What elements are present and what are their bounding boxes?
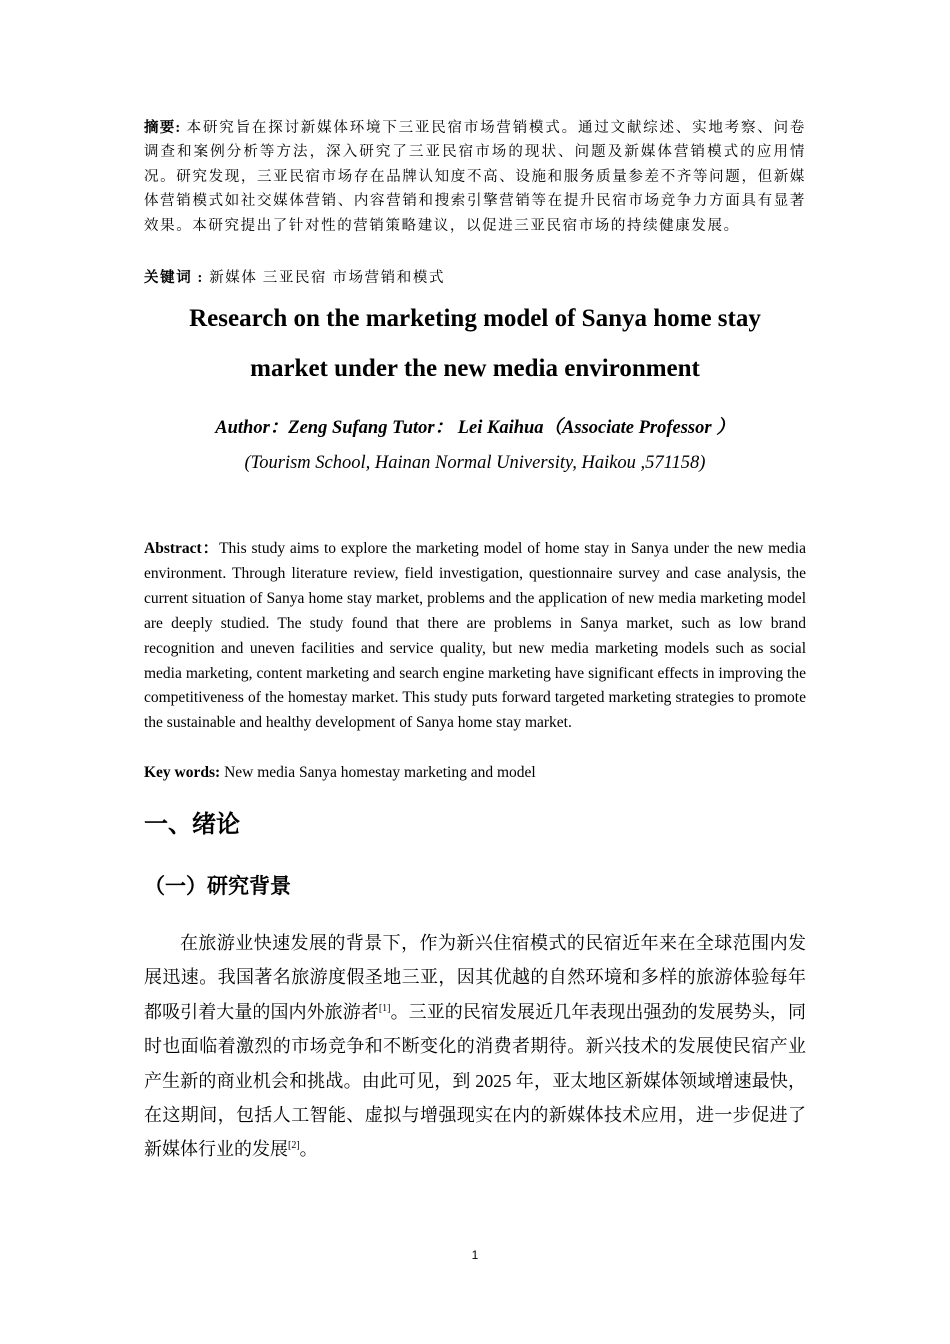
- paper-title-line-1: Research on the marketing model of Sanya home stay: [189, 305, 761, 332]
- body-paragraph: [144, 926, 806, 1167]
- chinese-keywords: [144, 266, 806, 290]
- chinese-abstract: [144, 116, 806, 238]
- author-line: Author：Zeng Sufang Tutor： Lei Kaihua（Associate Professor ）: [215, 418, 735, 438]
- affiliation-line: (Tourism School, Hainan Normal University, Haikou ,571158): [244, 453, 706, 473]
- english-keywords: [144, 760, 806, 785]
- subsection-heading: （一）研究背景: [144, 874, 291, 898]
- paper-title-line-2: market under the new media environment: [250, 355, 700, 382]
- page-number: 1: [471, 1248, 479, 1262]
- body-text-part-2: 。三亚的民宿发展近几年表现出强劲的发展势头，同时也面临着激烈的市场竞争和不断变化的消费者期待。新兴技术的发展使民宿产业产生新的商业机会和挑战。由此可见，到 2025 年，亚太地区新媒体领域增速最快，在这期间，包括人工智能、虚拟与增强现实在内的新媒体技术应用，进一步促进了新媒体行业的发展: [144, 1001, 807, 1160]
- english-abstract-text: This study aims to explore the marketing model of home stay in Sanya under the new media environment. Through literature review, field investigation, questionnaire survey and case analysis, the current situation of Sanya home stay market, problems and the application of new media marketing model are deeply studied. The study found that there are problems in Sanya market, such as low brand recognition and uneven facilities and service quality, but new media marketing models such as social media marketing, content marketing and search engine marketing have significant effects in improving the competitiveness of the homestay market. This study puts forward targeted marketing strategies to promote the sustainable and healthy development of Sanya home stay market.: [144, 540, 806, 732]
- citation-ref-2: [2]: [288, 1140, 300, 1152]
- english-keywords-label: Key words:: [144, 764, 221, 781]
- paper-title: [144, 294, 806, 394]
- citation-ref-1: [1]: [378, 1002, 391, 1014]
- english-keywords-text: New media Sanya homestay marketing and model: [220, 764, 536, 781]
- english-abstract: [144, 537, 806, 736]
- chinese-keywords-label: 关键词 :: [144, 270, 204, 286]
- chinese-abstract-label: 摘要:: [144, 120, 182, 136]
- english-abstract-label: Abstract：: [144, 540, 220, 557]
- section-heading: 一、绪论: [144, 810, 240, 838]
- body-text-part-1: 在旅游业快速发展的背景下，作为新兴住宿模式的民宿近年来在全球范围内发展迅速。我国著名旅游度假圣地三亚，因其优越的自然环境和多样的旅游体验每年都吸引着大量的国内外旅游者: [144, 933, 806, 1022]
- chinese-abstract-text: 本研究旨在探讨新媒体环境下三亚民宿市场营销模式。通过文献综述、实地考察、问卷调查和案例分析等方法，深入研究了三亚民宿市场的现状、问题及新媒体营销模式的应用情况。研究发现，三亚民宿市场存在品牌认知度不高、设施和服务质量参差不齐等问题，但新媒体营销模式如社交媒体营销、内容营销和搜索引擎营销等在提升民宿市场竞争力方面具有显著效果。本研究提出了针对性的营销策略建议，以促进三亚民宿市场的持续健康发展。: [144, 120, 806, 234]
- body-text-part-3: 。: [299, 1139, 318, 1160]
- chinese-keywords-text: 新媒体 三亚民宿 市场营销和模式: [203, 270, 446, 286]
